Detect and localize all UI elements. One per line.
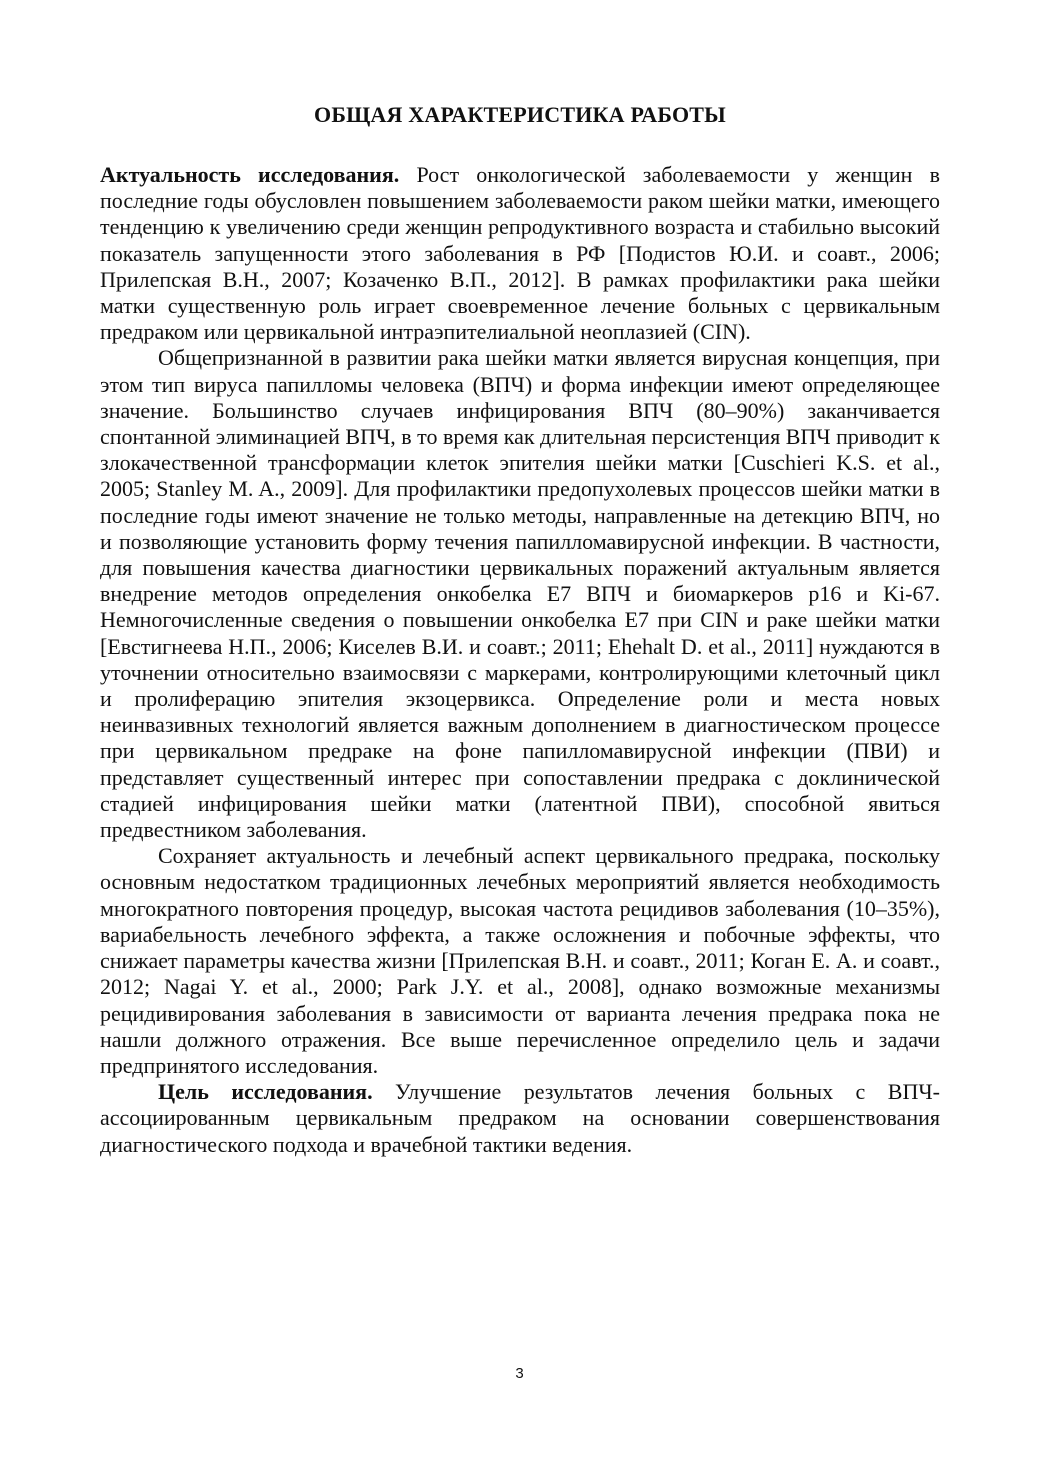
paragraph-research-goal (100, 1079, 940, 1158)
paragraph-text-viral-concept: Общепризнанной в развитии рака шейки матки является вирусная концепция, при этом тип вируса папилломы человека (ВПЧ) и форма инфекции имеют определяющее значение. Большинство случаев инфицирования ВПЧ (80–90%) заканчивается спонтанной элиминацией ВПЧ, в то время как длительная персистенция ВПЧ приводит к злокачественной трансформации клеток эпителия шейки матки [Cuschieri K.S. et al., 2005; Stanley M. A., 2009]. Для профилактики предопухолевых процессов шейки матки в последние годы имеют значение не только методы, направленные на детекцию ВПЧ, но и позволяющие установить форму течения папилломавирусной инфекции. В частности, для повышения качества диагностики цервикальных поражений актуальным является внедрение методов определения онкобелка Е7 ВПЧ и биомаркеров p16 и Ki-67. Немногочисленные сведения о повышении онкобелка Е7 при CIN и раке шейки матки [Евстигнеева Н.П., 2006; Киселев В.И. и соавт.; 2011; Ehehalt D. et al., 2011] нуждаются в уточнении относительно взаимосвязи с маркерами, контролирующими клеточный цикл и пролиферацию эпителия экзоцервикса. Определение роли и места новых неинвазивных технологий является важным дополнением в диагностическом процессе при цервикальном предраке на фоне папилломавирусной инфекции (ПВИ) и представляет существенный интерес при сопоставлении предрака с доклинической стадией инфицирования шейки матки (латентной ПВИ), способной явиться предвестником заболевания. (100, 345, 940, 843)
page-title: ОБЩАЯ ХАРАКТЕРИСТИКА РАБОТЫ (314, 102, 726, 127)
paragraph-relevance (100, 162, 940, 345)
paragraph-text-goal: Улучшение результатов лечения больных с ВПЧ-ассоциированным цервикальным предраком на основании совершенствования диагностического подхода и врачебной тактики ведения. (100, 1079, 940, 1157)
paragraph-treatment-aspect (100, 843, 940, 1079)
page-number: 3 (515, 1365, 524, 1382)
paragraph-lead-relevance: Актуальность исследования. (100, 162, 400, 187)
paragraph-text-relevance: Рост онкологической заболеваемости у женщин в последние годы обусловлен повышением заболеваемости раком шейки матки, имеющего тенденцию к увеличению среди женщин репродуктивного возраста и стабильно высокий показатель запущенности этого заболевания в РФ [Подистов Ю.И. и соавт., 2006; Прилепская В.Н., 2007; Козаченко В.П., 2012]. В рамках профилактики рака шейки матки существенную роль играет своевременное лечение больных с цервикальным предраком или цервикальной интраэпителиальной неоплазией (CIN). (100, 162, 940, 345)
page-content (100, 98, 940, 1158)
paragraph-viral-concept (100, 345, 940, 843)
paragraph-lead-goal: Цель исследования. (158, 1079, 373, 1105)
paragraph-text-treatment-aspect: Сохраняет актуальность и лечебный аспект цервикального предрака, поскольку основным недостатком традиционных лечебных мероприятий является необходимость многократного повторения процедур, высокая частота рецидивов заболевания (10–35%), вариабельность лечебного эффекта, а также осложнения и побочные эффекты, что снижает параметры качества жизни [Прилепская В.Н. и соавт., 2011; Коган Е. А. и соавт., 2012; Nagai Y. et al., 2000; Park J.Y. et al., 2008], однако возможные механизмы рецидивирования заболевания в зависимости от варианта лечения предрака пока не нашли должного отражения. Все выше перечисленное определило цель и задачи предпринятого исследования. (100, 843, 940, 1078)
